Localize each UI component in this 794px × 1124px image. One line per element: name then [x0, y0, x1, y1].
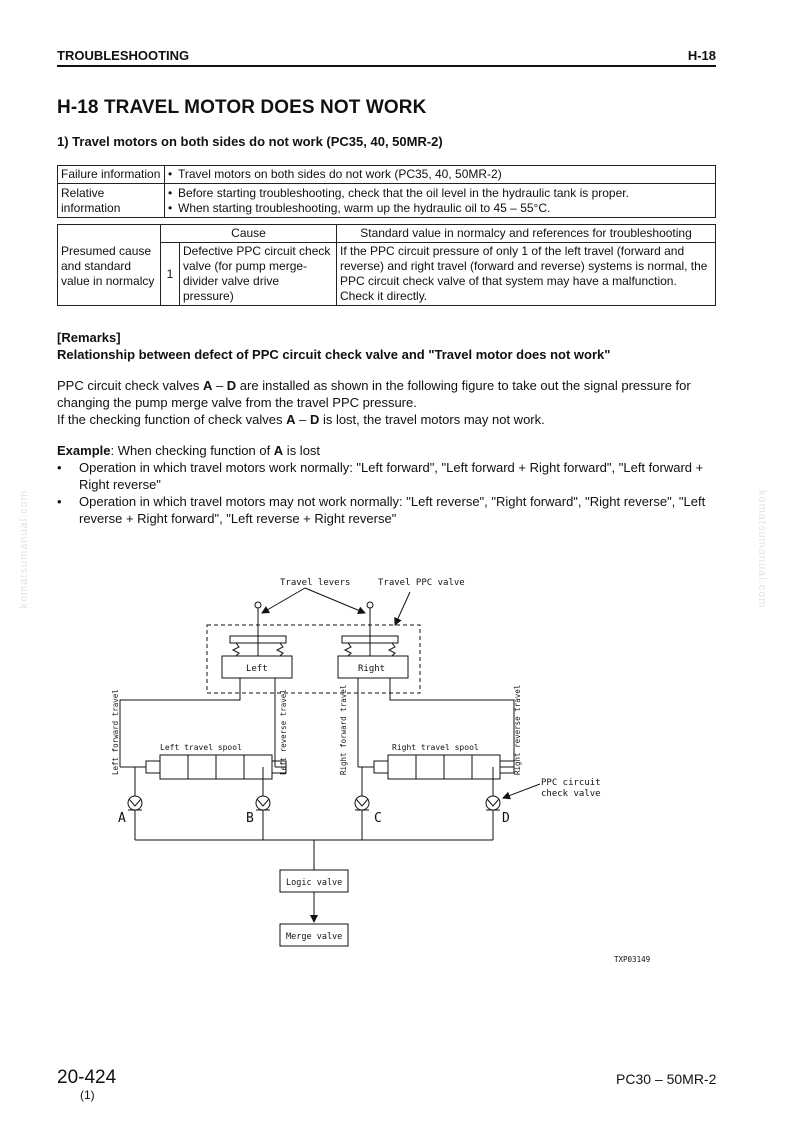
page-subtitle: 1) Travel motors on both sides do not work (PC35, 40, 50MR-2) [57, 134, 443, 149]
figure-code: TXP03149 [614, 955, 651, 964]
cause-table [57, 224, 716, 306]
relative-item: When starting troubleshooting, warm up the hydraulic oil to 45 – 55°C. [178, 200, 551, 215]
presumed-cause-label: Presumed cause and standard value in normalcy [58, 225, 161, 306]
relative-label: Relative information [58, 184, 165, 218]
failure-text: • Travel motors on both sides do not work (PC35, 40, 50MR-2) [165, 166, 716, 184]
valve-a-label: A [118, 811, 126, 826]
remarks-section [57, 329, 610, 363]
valve-c-label: C [374, 811, 382, 826]
model-label: PC30 – 50MR-2 [616, 1071, 717, 1087]
ppc-check-valve-label-2: check valve [541, 789, 601, 799]
valve-d-label: D [502, 811, 510, 826]
page-revision: (1) [80, 1088, 95, 1102]
relative-item: Before starting troubleshooting, check that the oil level in the hydraulic tank is proper. [178, 185, 629, 200]
left-label: Left [246, 664, 268, 674]
travel-ppc-valve-label: Travel PPC valve [378, 578, 465, 588]
right-label: Right [358, 664, 386, 674]
header-rule [57, 65, 716, 67]
cause-header: Cause [161, 225, 337, 243]
left-forward-travel-label: Left forward travel [111, 689, 120, 775]
right-reverse-travel-label: Right reverse travel [513, 684, 522, 775]
section-code: H-18 [687, 48, 716, 63]
right-spool-label: Right travel spool [392, 743, 479, 752]
remarks-subheading: Relationship between defect of PPC circuit check valve and "Travel motor does not work" [57, 347, 611, 362]
merge-valve-label: Merge valve [286, 932, 343, 942]
cause-cell: Defective PPC circuit check valve (for pump merge-divider valve drive pressure) [180, 243, 337, 306]
left-spool-label: Left travel spool [160, 743, 242, 752]
valve-b-label: B [246, 811, 254, 826]
list-item: • Operation in which travel motors may not work normally: "Left reverse", "Right forward", "Right reverse", "Left reverse + Right forward", "Left reverse + Right reverse" [57, 494, 706, 526]
failure-label: Failure information [58, 166, 165, 184]
travel-ppc-valve-box [207, 625, 420, 693]
paragraph: PPC circuit check valves A – D are installed as shown in the following figure to take out the signal pressure for changing the pump merge valve from the travel PPC pressure. [57, 378, 691, 410]
failure-info-table [57, 165, 716, 218]
page-title: H-18 TRAVEL MOTOR DOES NOT WORK [57, 97, 427, 118]
standard-header: Standard value in normalcy and references for troubleshooting [337, 225, 716, 243]
watermark-right: komatsumanual.com [756, 490, 768, 609]
logic-valve-label: Logic valve [286, 878, 343, 888]
remarks-heading: [Remarks] [57, 330, 121, 345]
relative-text: • Before starting troubleshooting, check that the oil level in the hydraulic tank is proper. • When starting troubleshooting, warm up the hydraulic oil to 45 – 55°C. [165, 184, 716, 218]
hydraulic-circuit-diagram [100, 570, 680, 970]
list-item: • Operation in which travel motors work normally: "Left forward", "Left forward + Right forward", "Left forward + Right reverse" [57, 460, 704, 492]
standard-cell: If the PPC circuit pressure of only 1 of the left travel (forward and reverse) and right travel (forward and reverse) systems is normal, the PPC circuit check valve of that system may have a malfunction. Check it directly. [337, 243, 716, 306]
paragraph: If the checking function of check valves A – D is lost, the travel motors may not work. [57, 412, 545, 427]
remarks-body [57, 377, 717, 428]
example-intro: Example: When checking function of A is lost [57, 443, 321, 458]
travel-levers-label: Travel levers [280, 578, 351, 588]
watermark-left: komatsumanual.com [18, 490, 30, 609]
ppc-check-valve-label-1: PPC circuit [541, 778, 601, 788]
row-number: 1 [161, 243, 180, 306]
left-reverse-travel-label: Left reverse travel [279, 689, 288, 775]
example-section [57, 442, 717, 527]
page-number: 20-424 [57, 1067, 117, 1088]
section-header: TROUBLESHOOTING [57, 48, 190, 63]
right-forward-travel-label: Right forward travel [339, 684, 348, 775]
